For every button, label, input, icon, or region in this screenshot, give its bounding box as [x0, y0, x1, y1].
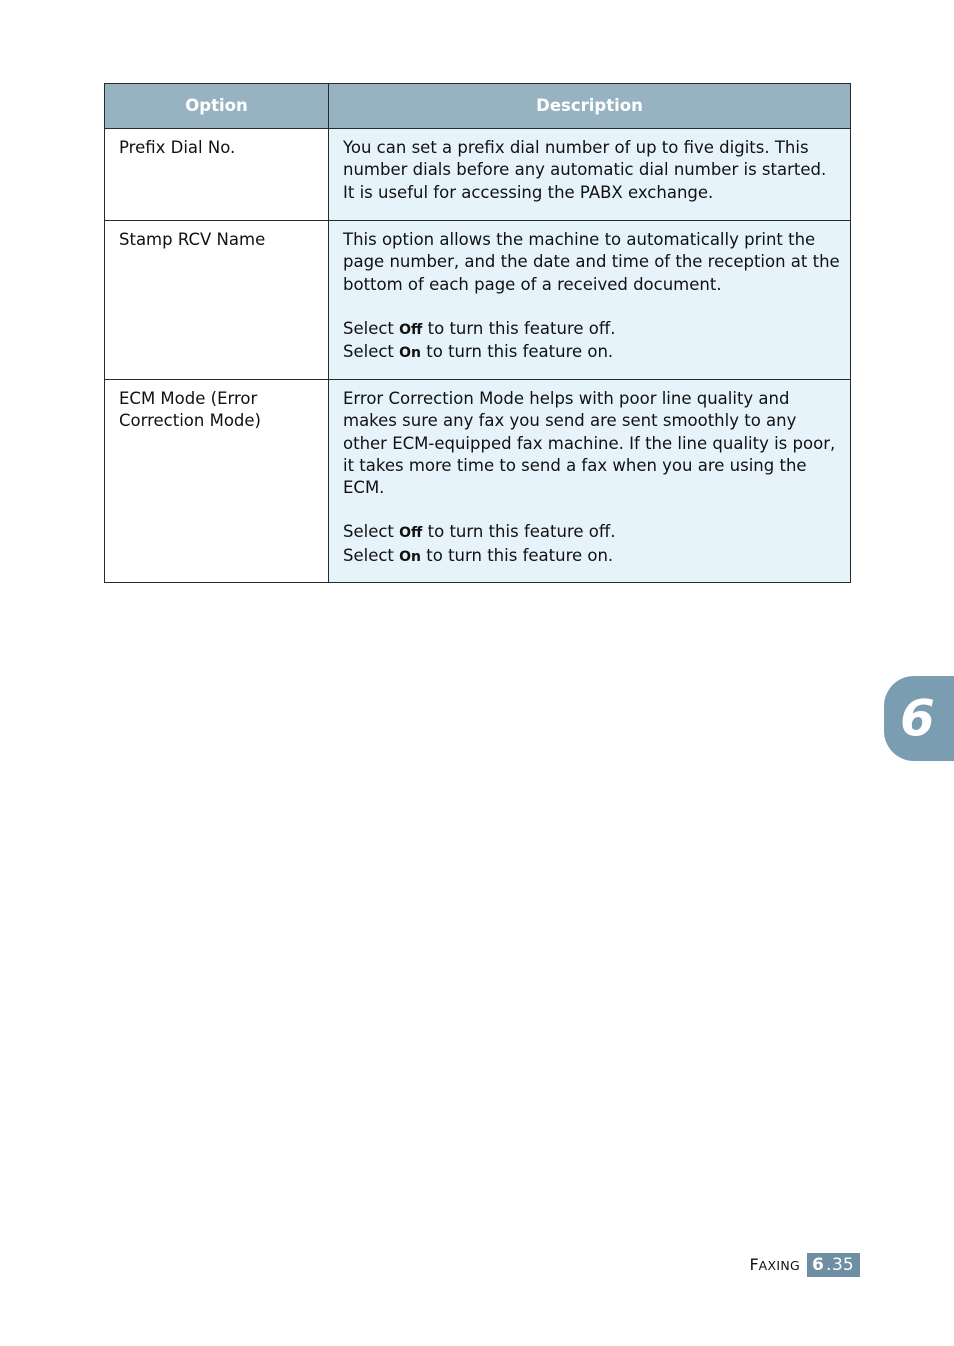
table-row [105, 221, 851, 380]
option-label-line: Correction Mode) [119, 411, 261, 431]
description-cell-prefix-dial [329, 129, 851, 221]
description-cell-ecm-mode [329, 380, 851, 583]
off-keyword: Off [399, 525, 423, 542]
option-label-line: ECM Mode (Error [119, 389, 258, 408]
option-cell-stamp-rcv-name: Stamp RCV Name [105, 221, 329, 380]
option-cell-ecm-mode [105, 380, 329, 583]
table-row [105, 129, 851, 221]
select-word: Select [343, 545, 394, 565]
section-title-initial: F [749, 1255, 759, 1274]
description-text: Error Correction Mode helps with poor line quality and makes sure any fax you send are sent smoothly to any other ECM-equipped fax machine. If the line quality is poor, it takes more time to send a fax when you are using the ECM. [343, 389, 836, 498]
select-word: Select [343, 342, 394, 362]
select-instructions [343, 521, 840, 568]
off-keyword: Off [399, 321, 423, 338]
section-title-rest: AXING [758, 1258, 800, 1273]
table-row [105, 380, 851, 583]
on-instruction: to turn this feature on. [426, 545, 614, 565]
page-number: 35 [832, 1255, 854, 1275]
page-chapter: 6 [812, 1255, 824, 1275]
description-text: This option allows the machine to automatically print the page number, and the date and time of the reception at the bottom of each page of a received document. [343, 230, 840, 294]
off-instruction: to turn this feature off. [427, 522, 616, 542]
table-header-row [105, 84, 851, 129]
select-word: Select [343, 318, 394, 338]
on-keyword: On [399, 548, 422, 565]
description-cell-stamp-rcv-name [329, 221, 851, 380]
page-number-badge [807, 1253, 860, 1277]
off-instruction: to turn this feature off. [427, 318, 616, 338]
page-separator: . [826, 1255, 832, 1275]
select-word: Select [343, 522, 394, 542]
on-instruction: to turn this feature on. [426, 342, 614, 362]
footer-section-title [730, 1253, 800, 1278]
options-table [104, 83, 851, 583]
chapter-number: 6 [900, 689, 935, 747]
on-keyword: On [399, 345, 422, 362]
description-text: You can set a prefix dial number of up to five digits. This number dials before any automatic dial number is started. It is useful for accessing the PABX exchange. [343, 138, 827, 202]
chapter-tab [884, 676, 954, 761]
option-column-header: Option [105, 84, 329, 129]
select-instructions [343, 318, 840, 365]
option-cell-prefix-dial: Prefix Dial No. [105, 129, 329, 221]
description-column-header: Description [329, 84, 851, 129]
